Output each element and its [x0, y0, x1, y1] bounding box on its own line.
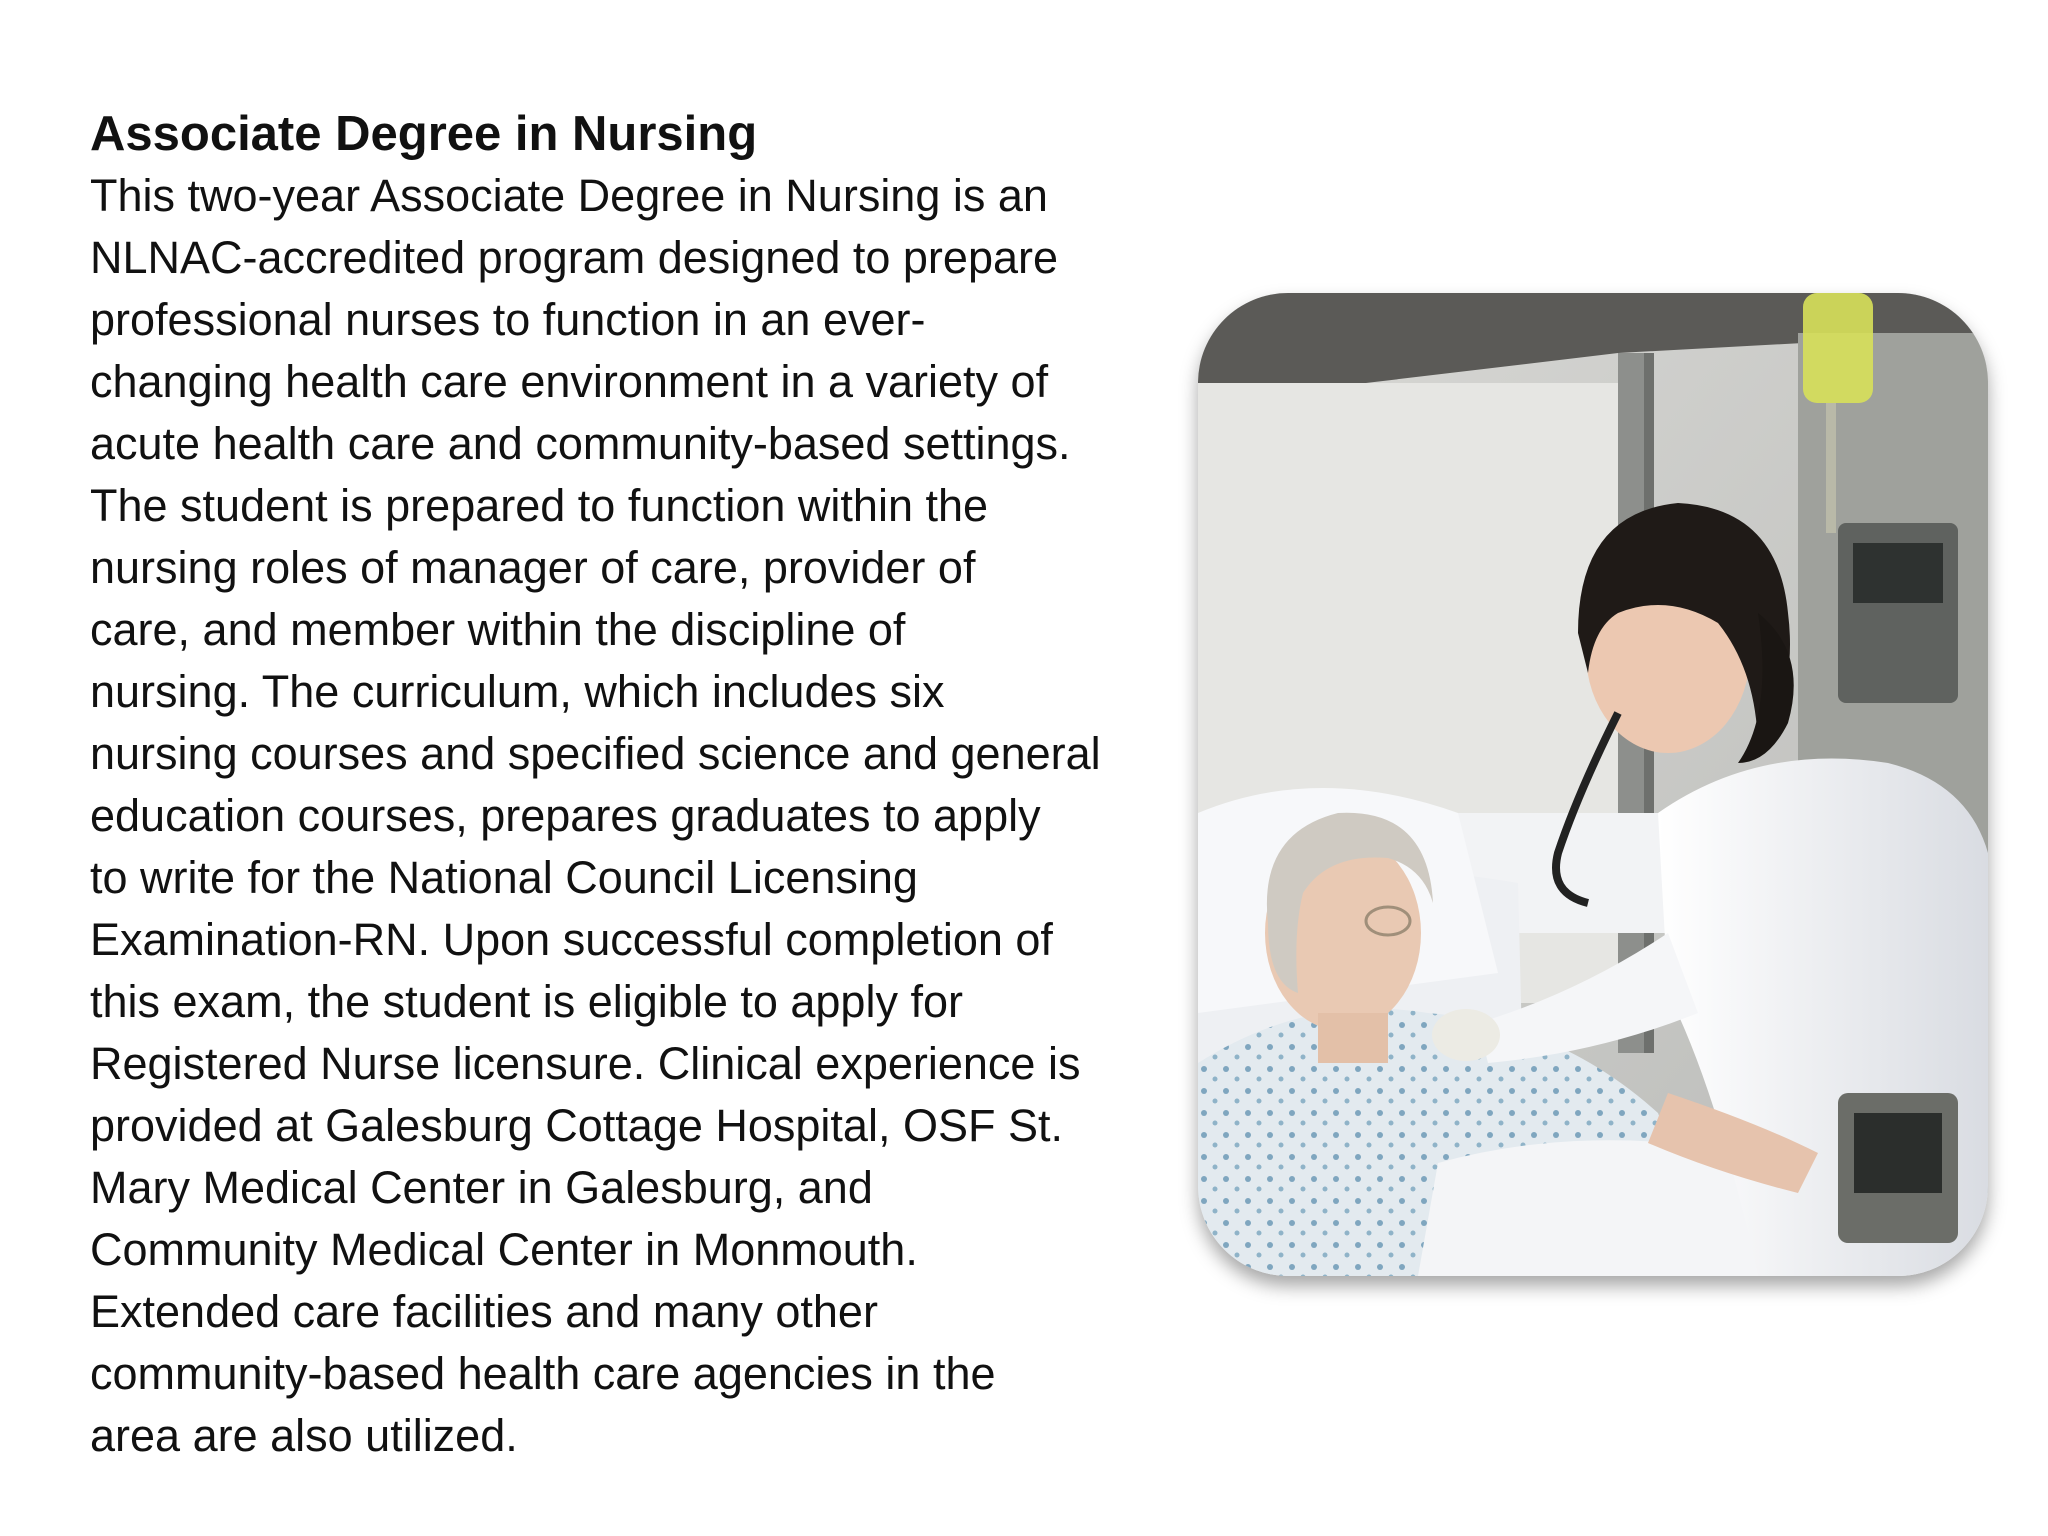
body-line: Mary Medical Center in Galesburg, and — [90, 1162, 873, 1213]
body-line: The student is prepared to function within the — [90, 480, 989, 531]
nurse-with-patient-photo — [1198, 293, 1988, 1276]
body-line: This two-year Associate Degree in Nursing is an — [90, 170, 1048, 221]
body-line: area are also utilized. — [90, 1410, 518, 1461]
body-line: this exam, the student is eligible to apply for — [90, 976, 963, 1027]
body-paragraph — [90, 165, 1170, 1467]
body-line: nursing. The curriculum, which includes six — [90, 666, 945, 717]
body-line: Community Medical Center in Monmouth. — [90, 1224, 918, 1275]
body-line: education courses, prepares graduates to apply — [90, 790, 1041, 841]
body-line: NLNAC-accredited program designed to prepare — [90, 232, 1059, 283]
body-line: nursing roles of manager of care, provider of — [90, 542, 976, 593]
body-line: Extended care facilities and many other — [90, 1286, 878, 1337]
body-line: provided at Galesburg Cottage Hospital, OSF St. — [90, 1100, 1063, 1151]
page-title: Associate Degree in Nursing — [90, 107, 758, 161]
body-line: professional nurses to function in an ever- — [90, 294, 926, 345]
photo-illustration — [1198, 293, 1988, 1276]
body-line: changing health care environment in a variety of — [90, 356, 1049, 407]
text-block — [90, 103, 1170, 1467]
body-line: Examination-RN. Upon successful completion of — [90, 914, 1053, 965]
body-line: acute health care and community-based settings. — [90, 418, 1071, 469]
body-line: nursing courses and specified science and general — [90, 728, 1101, 779]
body-line: care, and member within the discipline of — [90, 604, 906, 655]
body-line: to write for the National Council Licensing — [90, 852, 918, 903]
body-line: community-based health care agencies in the — [90, 1348, 996, 1399]
body-line: Registered Nurse licensure. Clinical experience is — [90, 1038, 1081, 1089]
